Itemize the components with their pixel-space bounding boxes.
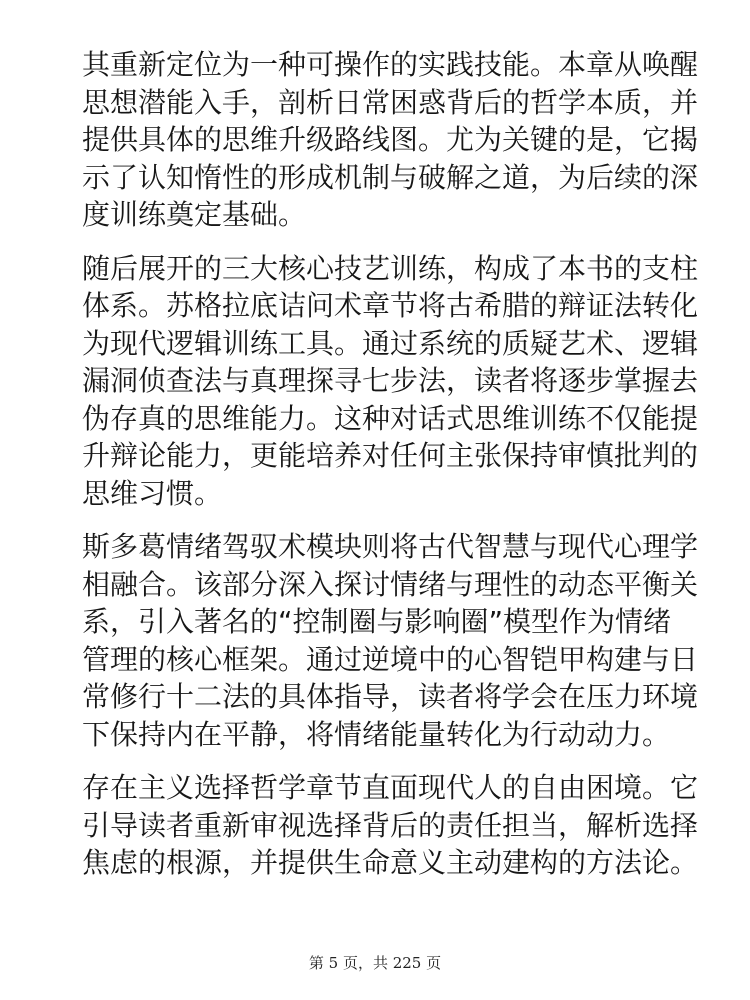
text-line: 相融合。该部分深入探讨情绪与理性的动态平衡关 <box>82 567 699 601</box>
text-line: 系，引入著名的“控制圈与影响圈”模型作为情绪 <box>82 605 672 638</box>
text-line: 伪存真的思维能力。这种对话式思维训练不仅能提 <box>82 401 699 435</box>
text-line: 下保持内在平静，将情绪能量转化为行动动力。 <box>82 717 671 751</box>
body-text <box>82 46 699 898</box>
text-line: 引导读者重新审视选择背后的责任担当，解析选择 <box>82 808 699 842</box>
text-line: 其重新定位为一种可操作的实践技能。本章从唤醒 <box>82 48 699 81</box>
text-line: 焦虑的根源，并提供生命意义主动建构的方法论。 <box>82 846 699 879</box>
text-line: 管理的核心框架。通过逆境中的心智铠甲构建与日 <box>82 642 699 676</box>
paragraph-4 <box>82 769 699 882</box>
text-line: 思想潜能入手，剖析日常困惑背后的哲学本质，并 <box>82 85 699 119</box>
text-line: 漏洞侦查法与真理探寻七步法，读者将逐步掌握去 <box>82 364 699 397</box>
text-line: 升辩论能力，更能培养对任何主张保持审慎批判的 <box>82 439 699 472</box>
paragraph-3 <box>82 528 699 753</box>
paragraph-2 <box>82 250 699 513</box>
text-line: 斯多葛情绪驾驭术模块则将古代智慧与现代心理学 <box>82 530 699 563</box>
text-line: 为现代逻辑训练工具。通过系统的质疑艺术、逻辑 <box>82 326 699 360</box>
text-line: 度训练奠定基础。 <box>82 198 307 231</box>
text-line: 示了认知惰性的形成机制与破解之道，为后续的深 <box>82 160 699 194</box>
text-line: 常修行十二法的具体指导，读者将学会在压力环境 <box>82 680 699 713</box>
text-line: 思维习惯。 <box>82 476 223 510</box>
text-line: 体系。苏格拉底诘问术章节将古希腊的辩证法转化 <box>82 289 699 322</box>
paragraph-1 <box>82 46 699 234</box>
text-line: 提供具体的思维升级路线图。尤为关键的是，它揭 <box>82 123 699 156</box>
text-line: 存在主义选择哲学章节直面现代人的自由困境。它 <box>82 771 699 804</box>
page-number-footer: 第 5 页，共 225 页 <box>308 954 442 972</box>
text-line: 随后展开的三大核心技艺训练，构成了本书的支柱 <box>82 251 699 285</box>
